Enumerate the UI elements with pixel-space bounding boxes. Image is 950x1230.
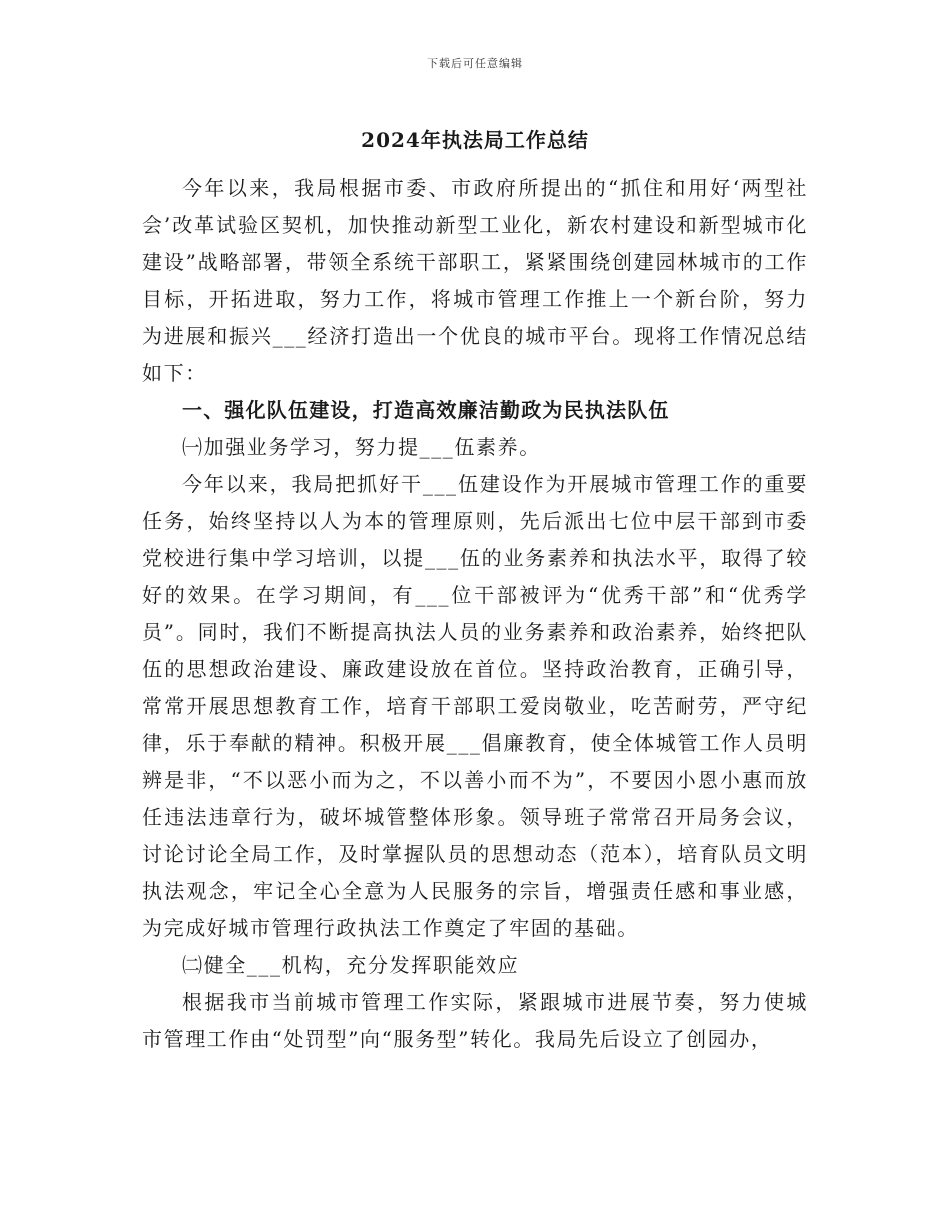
section-heading-1: 一、强化队伍建设，打造高效廉洁勤政为民执法队伍 <box>182 398 670 422</box>
page-header-note: 下载后可任意编辑 <box>427 57 523 70</box>
document-body <box>142 170 808 1058</box>
subsection-heading-2: ㈡健全___机构，充分发挥职能效应 <box>182 953 520 977</box>
intro-paragraph: 今年以来，我局根据市委、市政府所提出的“抓住和用好‘两型社会’改革试验区契机，加快推动新型工业化，新农村建设和新型城市化建设”战略部署，带领全系统干部职工，紧紧围绕创建园林城市的工作目标，开拓进取，努力工作，将城市管理工作推上一个新台阶，努力为进展和振兴___经济打造出一个优良的城市平台。现将工作情况总结如下： <box>142 176 808 385</box>
body-paragraph-2: 根据我市当前城市管理工作实际，紧跟城市进展节奏，努力使城市管理工作由“处罚型”向“服务型”转化。我局先后设立了创园办， <box>142 990 808 1051</box>
subsection-heading-1: ㈠加强业务学习，努力提___伍素养。 <box>182 435 541 459</box>
document-title: 2024年执法局工作总结 <box>361 128 589 152</box>
body-paragraph-1: 今年以来，我局把抓好干___伍建设作为开展城市管理工作的重要任务，始终坚持以人为本的管理原则，先后派出七位中层干部到市委党校进行集中学习培训，以提___伍的业务素养和执法水平，取得了较好的效果。在学习期间，有___位干部被评为“优秀干部”和“优秀学员”。同时，我们不断提高执法人员的业务素养和政治素养，始终把队伍的思想政治建设、廉政建设放在首位。坚持政治教育，正确引导，常常开展思想教育工作，培育干部职工爱岗敬业，吃苦耐劳，严守纪律，乐于奉献的精神。积极开展___倡廉教育，使全体城管工作人员明辨是非，“不以恶小而为之，不以善小而不为”，不要因小恩小惠而放任违法违章行为，破坏城管整体形象。领导班子常常召开局务会议，讨论讨论全局工作，及时掌握队员的思想动态（范本），培育队员文明执法观念，牢记全心全意为人民服务的宗旨，增强责任感和事业感，为完成好城市管理行政执法工作奠定了牢固的基础。 <box>142 472 808 940</box>
